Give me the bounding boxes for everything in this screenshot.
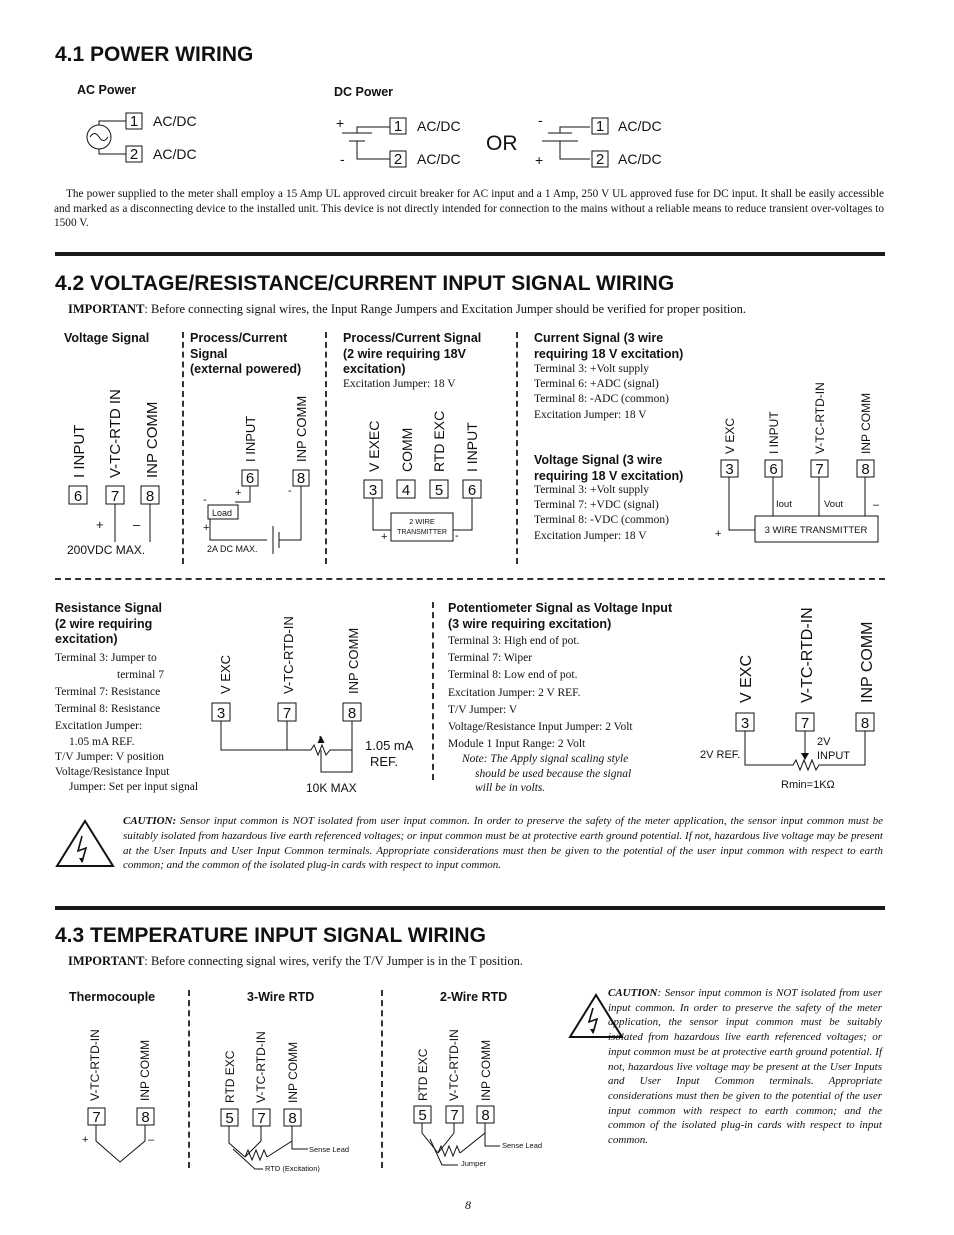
minus-sign: -: [288, 485, 292, 497]
potentiometer-details: Terminal 3: High end of pot. Terminal 7: Wiper Terminal 8: Low end of pot. Excitation Jumper: 2 V REF. T/V Jumper: V Voltage/Resistance Input Jumper: 2 Volt Module 1 Input Range: 2 Volt: [448, 635, 633, 751]
rtd-2wire-heading: 2-Wire RTD: [440, 990, 508, 1004]
minus-sign: -: [340, 151, 345, 167]
terminal-label: INP COMM: [294, 395, 309, 462]
max-resistance-label: 10K MAX: [306, 781, 357, 795]
terminal-label: I INPUT: [464, 422, 480, 472]
terminal-label: V-TC-RTD-IN: [813, 382, 827, 454]
minus-sign: –: [148, 1134, 155, 1146]
resistance-signal-heading: Resistance Signal (2 wire requiring excitation): [55, 601, 162, 646]
section-title-input-signal-wiring: 4.2 VOLTAGE/RESISTANCE/CURRENT INPUT SIGNAL WIRING: [55, 272, 675, 295]
terminal-num: 3: [216, 705, 226, 722]
process-2wire-heading: Process/Current Signal (2 wire requiring 18V excitation): [343, 331, 482, 376]
terminal-num: 8: [861, 461, 870, 478]
rtd-3wire-diagram: [215, 1015, 375, 1180]
acdc-label: AC/DC: [417, 118, 461, 134]
page-number: 8: [465, 1198, 471, 1212]
column-separator: [182, 332, 184, 564]
excitation-ref-label: 1.05 mA: [365, 738, 414, 753]
power-wiring-diagram: [70, 105, 890, 170]
column-separator: [516, 332, 518, 564]
terminal-num: 3: [368, 482, 378, 499]
caution-text-temperature: CAUTION: Sensor input common is NOT isolated from user input common. In order to preserve the safety of the meter application, the sensor input common must be suitably isolated from hazardous live earth referenced voltages; or input common must be at protective earth ground potential. If not, hazardous live voltage may be present at the User Inputs and User Input Common terminals. Appropriate considerations must then be given to the potential of the user input common with respect to earth common; and the common of the isolated plug-in cards with respect to input common.: [608, 987, 882, 1147]
plus-sign: +: [82, 1134, 89, 1146]
voltage-signal-heading: Voltage Signal: [64, 331, 150, 345]
resistance-signal-details: Terminal 3: Jumper to terminal 7 Terminal 7: Resistance Terminal 8: Resistance Excitation Jumper: 1.05 mA REF. T/V Jumper: V position Voltage/Resistance Input Jumper: Set per input signal: [55, 652, 199, 794]
current-3wire-heading: Current Signal (3 wire requiring 18 V excitation): [534, 331, 684, 361]
minus-sign: –: [133, 517, 141, 532]
potentiometer-note: Note: The Apply signal scaling style should be used because the signal will be in volts.: [462, 753, 632, 794]
plus-sign: +: [96, 517, 104, 532]
process-2wire-excitation: Excitation Jumper: 18 V: [343, 378, 456, 390]
rmin-label: Rmin=1KΩ: [781, 779, 835, 791]
terminal-num: 8: [860, 715, 870, 732]
terminal-2-num: 2: [393, 151, 403, 168]
section-title-power-wiring: 4.1 POWER WIRING: [55, 43, 254, 66]
transmitter-box-label: 2 WIRE: [409, 517, 435, 526]
terminal-label: V-TC-RTD-IN: [281, 616, 296, 694]
terminal-label: INP COMM: [346, 627, 361, 694]
terminal-num: 6: [467, 482, 477, 499]
terminal-num: 3: [740, 715, 750, 732]
caution-text-input-common: CAUTION: Sensor input common is NOT isolated from user input common. In order to preserve the safety of the meter application, the sensor input common must be suitably isolated from hazardous live earth referenced voltages; or input common must be at protective earth ground potential. If not, hazardous live voltage may be present at the User Inputs and User Input Common terminals. Appropriate considerations must then be given to the potential of the user input common with respect to earth common; and the common of the isolated plug-in cards with respect to input common.: [123, 815, 883, 872]
terminal-label: V EXC: [738, 654, 755, 703]
terminal-1-num: 1: [595, 118, 605, 135]
terminal-label: V-TC-RTD-IN: [447, 1029, 461, 1101]
terminal-num: 7: [450, 1107, 459, 1124]
acdc-label: AC/DC: [153, 146, 197, 162]
terminal-num: 7: [282, 705, 292, 722]
or-label: OR: [486, 132, 518, 155]
terminal-1-num: 1: [129, 113, 139, 130]
minus-sign: -: [455, 530, 459, 542]
dc-battery-symbol-reversed: [542, 127, 590, 159]
terminal-2-num: 2: [595, 151, 605, 168]
warning-triangle-icon: [54, 818, 116, 868]
sense-lead-label: Sense Lead: [502, 1141, 543, 1150]
terminal-num: 8: [145, 488, 155, 505]
vout-label: Vout: [824, 499, 844, 510]
terminal-num: 7: [110, 488, 120, 505]
process-2wire-diagram: [355, 410, 505, 560]
three-wire-transmitter-diagram: [710, 360, 890, 550]
plus-sign: +: [381, 531, 388, 543]
terminal-label: COMM: [399, 427, 415, 472]
terminal-label: INP COMM: [138, 1039, 152, 1101]
plus-sign: +: [535, 152, 544, 168]
terminal-num: 7: [92, 1109, 101, 1126]
terminal-label: V EXC: [218, 654, 233, 694]
terminal-label: V-TC-RTD-IN: [799, 607, 816, 703]
transmitter-box-label: 3 WIRE TRANSMITTER: [764, 525, 868, 536]
terminal-num: 6: [769, 461, 778, 478]
terminal-num: 7: [815, 461, 824, 478]
terminal-label: I INPUT: [243, 415, 258, 462]
thermocouple-diagram: [75, 1015, 185, 1175]
terminal-2-num: 2: [129, 146, 139, 163]
terminal-num: 8: [347, 705, 357, 722]
plus-sign: +: [203, 522, 210, 534]
potentiometer-diagram: [695, 595, 890, 795]
terminal-num: 8: [296, 470, 306, 487]
terminal-label: RTD EXC: [223, 1050, 237, 1103]
ac-source-symbol: [87, 121, 126, 154]
terminal-label: RTD EXC: [431, 410, 447, 472]
process-external-heading: Process/Current Signal (external powered): [190, 331, 302, 376]
section-title-temperature-wiring: 4.3 TEMPERATURE INPUT SIGNAL WIRING: [55, 924, 486, 947]
transmitter-box-label: TRANSMITTER: [397, 529, 447, 536]
rtd-3wire-heading: 3-Wire RTD: [247, 990, 315, 1004]
ac-power-label: AC Power: [77, 83, 137, 97]
iout-label: Iout: [776, 499, 792, 510]
terminal-label: INP COMM: [479, 1039, 493, 1101]
terminal-1-num: 1: [393, 118, 403, 135]
column-separator: [325, 332, 327, 564]
plus-sign: +: [715, 528, 722, 540]
terminal-num: 8: [141, 1109, 150, 1126]
terminal-label: V-TC-RTD-IN: [88, 1029, 102, 1101]
rtd-excitation-label: RTD (Excitation): [265, 1164, 320, 1173]
max-current-label: 2A DC MAX.: [207, 544, 258, 554]
section-divider: [55, 906, 885, 910]
minus-sign: -: [203, 494, 207, 506]
terminal-num: 7: [257, 1110, 266, 1127]
important-note: IMPORTANT: Before connecting signal wires, verify the T/V Jumper is in the T position.: [68, 954, 523, 968]
acdc-label: AC/DC: [618, 118, 662, 134]
acdc-label: AC/DC: [153, 113, 197, 129]
terminal-num: 8: [288, 1110, 297, 1127]
terminal-num: 6: [245, 470, 255, 487]
terminal-label: I INPUT: [767, 411, 781, 454]
terminal-num: 6: [73, 488, 83, 505]
terminal-num: 5: [418, 1107, 427, 1124]
voltage-signal-diagram: [60, 380, 180, 560]
rtd-2wire-diagram: [408, 1015, 568, 1180]
terminal-label: INP COMM: [144, 401, 161, 478]
process-external-diagram: [195, 390, 325, 560]
ref-label: 2V REF.: [700, 749, 741, 761]
voltage-3wire-details: Terminal 3: +Volt supply Terminal 7: +VDC (signal) Terminal 8: -VDC (common) Excitation Jumper: 18 V: [534, 484, 669, 542]
terminal-label: V-TC-RTD-IN: [254, 1031, 268, 1103]
current-3wire-details: Terminal 3: +Volt supply Terminal 6: +ADC (signal) Terminal 8: -ADC (common) Excitation Jumper: 18 V: [534, 363, 669, 421]
load-label: Load: [212, 508, 233, 518]
terminal-label: V EXEC: [366, 420, 382, 472]
potentiometer-heading: Potentiometer Signal as Voltage Input (3 wire requiring excitation): [448, 601, 673, 631]
dc-power-label: DC Power: [334, 85, 394, 99]
sense-lead-label: Sense Lead: [309, 1145, 350, 1154]
terminal-label: INP COMM: [859, 621, 876, 703]
terminal-label: I INPUT: [71, 424, 88, 478]
max-voltage-label: 200VDC MAX.: [67, 543, 146, 557]
resistance-signal-diagram: [205, 600, 435, 800]
terminal-num: 8: [481, 1107, 490, 1124]
terminal-label: INP COMM: [859, 392, 873, 454]
jumper-label: Jumper: [461, 1159, 487, 1168]
section-divider: [55, 252, 885, 256]
important-note: IMPORTANT: Before connecting signal wires, the Input Range Jumpers and Excitation Jumper should be verified for proper position.: [68, 302, 747, 316]
power-wiring-paragraph: The power supplied to the meter shall employ a 15 Amp UL approved circuit breaker for AC input and a 1 Amp, 250 V UL approved fuse for DC input. It shall be easily accessible and marked as a disconnecting device to the installed unit. This device is not directly intended for connection to the mains without a reliable means to reduce transient over-voltages to 1500 V.: [54, 188, 884, 230]
terminal-num: 4: [401, 482, 411, 499]
minus-sign: –: [873, 499, 880, 511]
terminal-num: 3: [725, 461, 734, 478]
column-separator: [381, 990, 383, 1168]
terminal-num: 5: [225, 1110, 234, 1127]
plus-sign: +: [235, 487, 242, 499]
voltage-3wire-heading: Voltage Signal (3 wire requiring 18 V excitation): [534, 453, 684, 483]
terminal-label: RTD EXC: [416, 1048, 430, 1101]
plus-sign: +: [336, 115, 345, 131]
terminal-num: 7: [800, 715, 810, 732]
terminal-label: V-TC-RTD IN: [107, 389, 124, 478]
thermocouple-heading: Thermocouple: [69, 990, 156, 1004]
minus-sign: -: [538, 112, 543, 128]
terminal-label: V EXC: [723, 417, 737, 454]
acdc-label: AC/DC: [618, 151, 662, 167]
excitation-ref-label: REF.: [370, 754, 399, 769]
dc-battery-symbol: [342, 127, 390, 159]
terminal-num: 5: [434, 482, 444, 499]
row-separator: [55, 578, 885, 580]
column-separator: [188, 990, 190, 1168]
terminal-label: INP COMM: [286, 1041, 300, 1103]
acdc-label: AC/DC: [417, 151, 461, 167]
input-label: INPUT: [817, 750, 850, 762]
input-label: 2V: [817, 736, 831, 748]
